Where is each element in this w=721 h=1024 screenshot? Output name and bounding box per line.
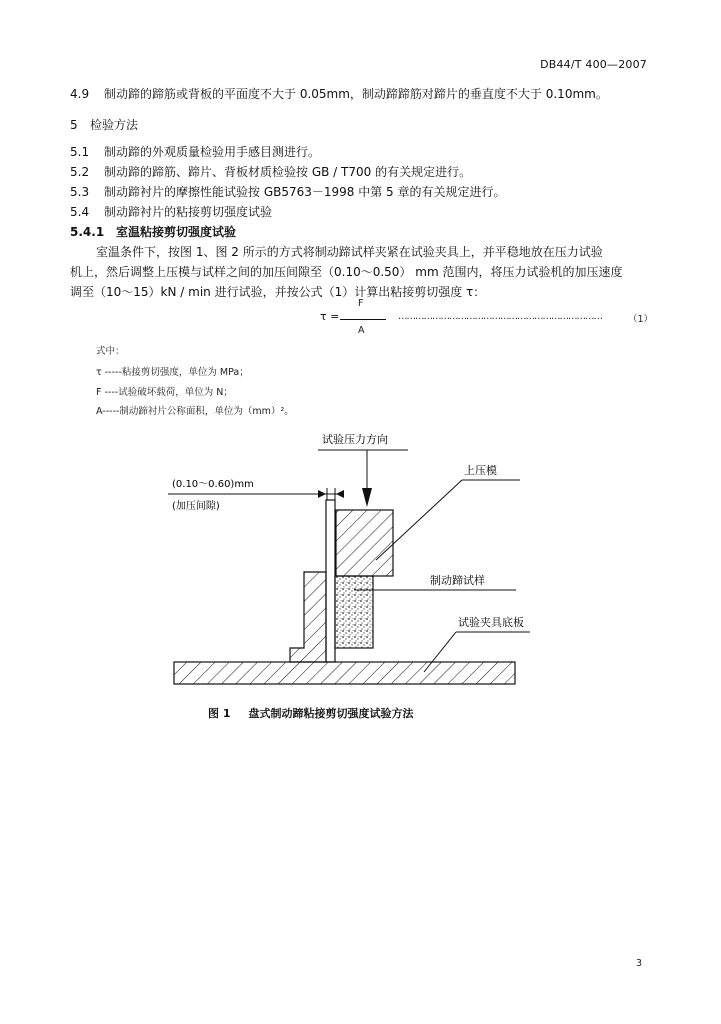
label-pressure-direction: 试验压力方向: [322, 433, 388, 446]
clause-text: 室温粘接剪切强度试验: [116, 225, 237, 239]
formula-numerator: F: [358, 298, 364, 309]
where-item-tau: τ -----粘接剪切强度，单位为 MPa；: [96, 367, 249, 378]
label-gap-range: (0.10～0.60)mm: [172, 479, 254, 490]
label-specimen: 制动蹄试样: [430, 574, 485, 587]
clause-number: 5.4.1: [70, 225, 105, 239]
section-number: 5: [70, 118, 78, 132]
formula-denominator: A: [358, 325, 365, 336]
paragraph-line-1: 室温条件下，按图 1、图 2 所示的方式将制动蹄试样夹紧在试验夹具上，并平稳地放在压力试验: [96, 245, 603, 259]
figure-caption: [208, 705, 413, 721]
label-base: 试验夹具底板: [458, 616, 524, 629]
pressure-arrow-icon: [362, 488, 372, 507]
specimen-lining: [335, 576, 373, 648]
clause-text: 制动蹄的外观质量检验用手感目测进行。: [104, 145, 321, 159]
clause-number: 5.3: [70, 185, 90, 199]
formula-lhs: τ =: [320, 310, 340, 323]
clause-text: 制动蹄的蹄筋、蹄片、背板材质检验按 GB / T700 的有关规定进行。: [104, 165, 472, 179]
fixture-clamp: [290, 572, 326, 662]
paragraph-line-3: 调至（10～15）kN / min 进行试验，并按公式（1）计算出粘接剪切强度 τ：: [70, 285, 486, 299]
label-gap-name: (加压间隙): [172, 501, 220, 512]
upper-die: [336, 510, 393, 576]
backing-plate: [326, 500, 335, 662]
fixture-base-plate: [174, 662, 515, 684]
clause-number: 4.9: [70, 87, 90, 101]
clause-number: 5.2: [70, 165, 90, 179]
gap-arrow-left-icon: [318, 490, 326, 498]
page-number: 3: [636, 958, 643, 969]
clause-number: 5.1: [70, 145, 90, 159]
clause-text: 制动蹄衬片的摩擦性能试验按 GB5763－1998 中第 5 章的有关规定进行。: [104, 185, 506, 199]
gap-arrow-right-icon: [336, 490, 344, 498]
where-intro: 式中：: [96, 346, 125, 357]
paragraph-line-2: 机上，然后调整上压模与试样之间的加压间隙至（0.10～0.50） mm 范围内，将压力试验机的加压速度: [70, 265, 623, 279]
where-item-f: F ----试验破坏载荷，单位为 N；: [96, 387, 233, 398]
clause-text: 制动蹄的蹄筋或背板的平面度不大于 0.05mm，制动蹄蹄筋对蹄片的垂直度不大于 0.10mm。: [104, 87, 608, 101]
clause-number: 5.4: [70, 205, 90, 219]
clause-text: 制动蹄衬片的粘接剪切强度试验: [104, 205, 273, 219]
label-upper-die: 上压模: [464, 464, 497, 477]
figure-caption-title: 盘式制动蹄粘接剪切强度试验方法: [248, 707, 414, 720]
formula-number: （1）: [628, 314, 654, 325]
where-item-a: A-----制动蹄衬片公称面积，单位为（mm）²。: [96, 406, 294, 417]
formula-leader-dots: ………………………………………………………………: [398, 311, 602, 322]
section-title: 检验方法: [90, 118, 139, 132]
standard-code: DB44/T 400—2007: [540, 58, 647, 71]
figure-caption-number: 图 1: [208, 707, 231, 720]
